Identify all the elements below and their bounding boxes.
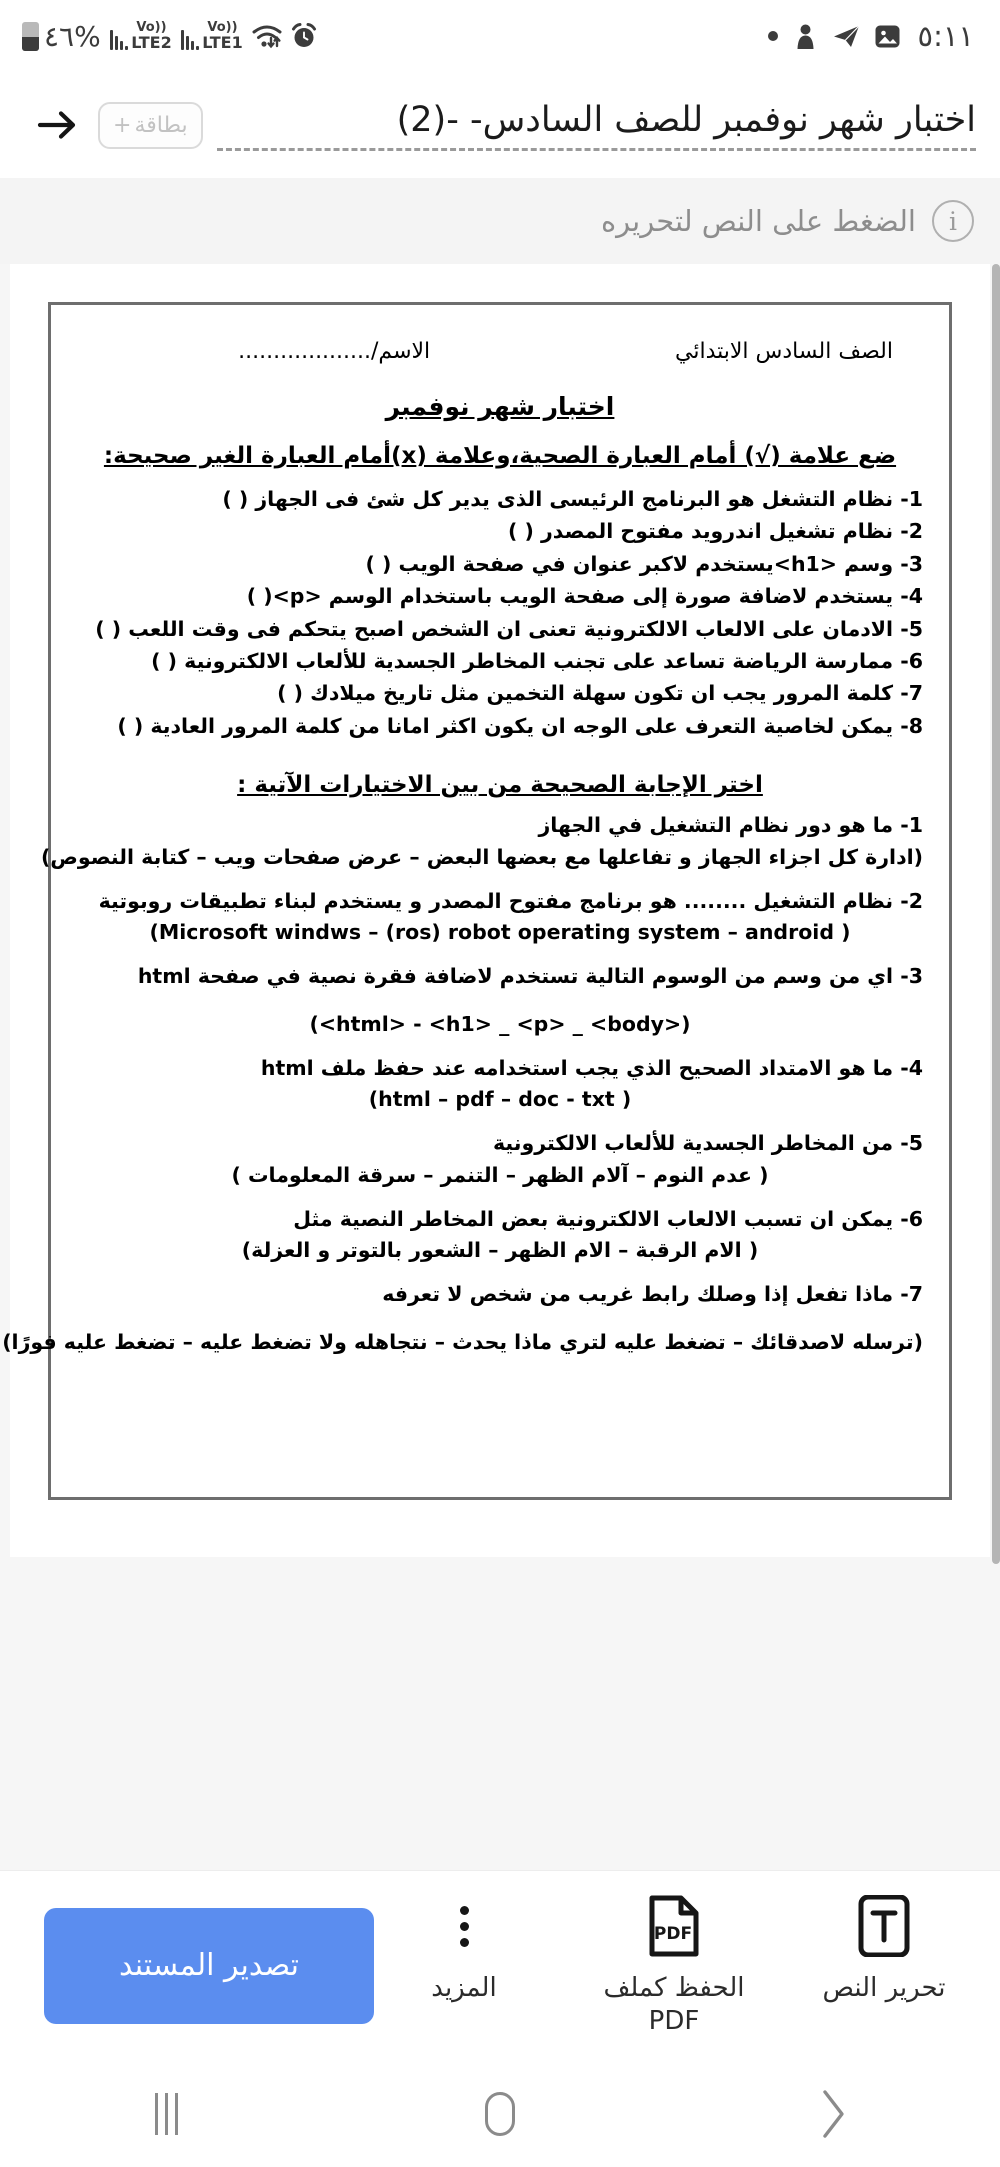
- mcq-item: [40, 810, 923, 874]
- edit-hint-bar: [0, 178, 1000, 264]
- mcq-item: [2, 1279, 923, 1359]
- mcq-item: [77, 961, 923, 1041]
- plus-icon: +: [113, 112, 132, 138]
- document-title-input[interactable]: اختبار شهر نوفمبر للصف السادس- -(2): [217, 100, 976, 151]
- volte-label: Vo)): [136, 20, 167, 36]
- edit-hint-label: الضغط على النص لتحريره: [600, 204, 916, 238]
- mcq-question: 7- ماذا تفعل إذا وصلك رابط غريب من شخص لا تعرفه: [382, 1282, 923, 1307]
- signal-bars-icon: [110, 28, 129, 50]
- question-item: 7- كلمة المرور يجب ان تكون سهلة التخمين مثل تاريخ ميلادك ( ): [277, 681, 923, 706]
- bottom-toolbar: [0, 1870, 1000, 2060]
- document-page[interactable]: [2, 264, 990, 1557]
- mcq-question: 2- نظام التشغيل ........ هو برنامج مفتوح المصدر و يستخدم لبناء تطبيقات روبوتية: [98, 888, 923, 913]
- volte-label: Vo)): [207, 20, 238, 36]
- mcq-question: 5- من المخاطر الجسدية للألعاب الالكترونية: [492, 1131, 923, 1156]
- back-button[interactable]: [30, 98, 84, 152]
- section2-heading: اختر الإجابة الصحيحة من بين الاختيارات الآتية :: [237, 772, 763, 798]
- more-options-label: المزيد: [431, 1973, 497, 2003]
- telegram-icon: [833, 23, 860, 50]
- save-as-pdf-label: الحفظ كملف PDF: [603, 1973, 745, 2036]
- vertical-scrollbar[interactable]: [992, 264, 1000, 1870]
- gallery-icon: [874, 23, 901, 50]
- more-options-button[interactable]: [388, 1894, 540, 2005]
- volte-icon: [202, 22, 243, 50]
- mcq-item: [77, 886, 923, 950]
- wifi-icon: [252, 23, 282, 49]
- mcq-options: (<html> - <h1> _ <p> _ <body>): [309, 1011, 691, 1036]
- person-icon: [792, 23, 819, 50]
- status-bar: [0, 0, 1000, 72]
- recents-button[interactable]: [107, 2079, 227, 2149]
- question-item: 1- نظام التشغل هو البرنامج الرئيسى الذى يدير كل شئ فى الجهاز ( ): [222, 487, 923, 511]
- mcq-item: [77, 1128, 923, 1192]
- home-button[interactable]: [440, 2079, 560, 2149]
- document-scroll-area[interactable]: [0, 264, 1000, 1870]
- mcq-item: [77, 1204, 923, 1268]
- mcq-item: [77, 1053, 923, 1117]
- document-header-row: [77, 339, 923, 364]
- home-icon: [485, 2092, 515, 2136]
- sim2-label: LTE2: [131, 32, 172, 52]
- android-navigation-bar: [0, 2060, 1000, 2167]
- mcq-options: ( عدم النوم – آلام الظهر – التنمر – سرقة المعلومات ): [231, 1162, 769, 1187]
- export-document-button[interactable]: تصدير المستند: [44, 1908, 374, 2024]
- name-field: الاسم/...................: [238, 339, 431, 364]
- mcq-options: ( الام الرقبة – الام الظهر – الشعور بالتوتر و العزلة): [241, 1238, 759, 1263]
- question-item: 5- الادمان على الالعاب الالكترونية تعنى ان الشخص اصبح يتحكم فى وقت اللعب ( ): [95, 616, 923, 641]
- edit-text-label: تحرير النص: [822, 1973, 946, 2003]
- pdf-file-icon: [647, 1894, 701, 1958]
- volte-icon: [131, 22, 172, 50]
- more-kebab-icon: [460, 1894, 469, 1958]
- save-as-pdf-button[interactable]: [598, 1894, 750, 2037]
- battery-icon: [22, 22, 39, 51]
- section1-heading: ضع علامة (√) أمام العبارة الصحية،وعلامة (x)أمام العبارة الغير صحيحة:: [103, 443, 897, 469]
- edit-text-button[interactable]: [808, 1894, 960, 2005]
- mcq-options: (html – pdf – doc - txt ): [368, 1087, 632, 1112]
- mcq-question: 3- اي من وسم من الوسوم التالية تستخدم لاضافة فقرة نصية في صفحة html: [137, 964, 923, 989]
- sim1-indicator: [181, 22, 243, 50]
- class-field: الصف السادس الابتدائي: [675, 339, 893, 364]
- back-nav-button[interactable]: [773, 2079, 893, 2149]
- document-border-frame: [2, 302, 952, 1500]
- alarm-icon: [291, 23, 317, 49]
- mcq-options: (ادارة كل اجزاء الجهاز و تفاعلها مع بعضها البعض – عرض صفحات ويب – كتابة النصوص): [40, 844, 923, 869]
- arrow-right-icon: [32, 100, 82, 150]
- mcq-question: 1- ما هو دور نظام التشغيل في الجهاز: [538, 813, 923, 837]
- exam-title: اختبار شهر نوفمبر: [385, 392, 615, 421]
- mcq-options: (Microsoft windws – (ros) robot operating system – android ): [149, 920, 851, 945]
- clock-label: ٥:١١: [917, 19, 974, 53]
- status-bar-right: [768, 19, 975, 53]
- question-item: 8- يمكن لخاصية التعرف على الوجه ان يكون اكثر امانا من كلمة المرور العادية ( ): [117, 713, 923, 738]
- scrollbar-thumb[interactable]: [992, 264, 1000, 1564]
- question-item: 4- يستخدم لاضافة صورة إلى صفحة الويب باستخدام الوسم <p>( ): [246, 584, 923, 609]
- status-bar-left: [22, 20, 317, 53]
- mcq-question: 6- يمكن ان تسبب الالعاب الالكترونية بعض المخاطر النصية مثل: [293, 1206, 923, 1231]
- true-false-question-list: [77, 483, 923, 742]
- recents-icon: [155, 2093, 178, 2135]
- mcq-options: (ترسله لاصدقائك – تضغط عليه لتري ماذا يحدث – نتجاهله ولا تضغط عليه – تضغط عليه فورًا): [2, 1329, 923, 1354]
- add-tag-button[interactable]: [98, 102, 203, 149]
- mcq-question: 4- ما هو الامتداد الصحيح الذي يجب استخدامه عند حفظ ملف html: [260, 1055, 923, 1080]
- dot-icon: [768, 31, 778, 41]
- sim1-label: LTE1: [202, 32, 243, 52]
- tool-button-group: [388, 1894, 960, 2037]
- battery-indicator: [22, 20, 101, 53]
- info-icon: i: [932, 200, 974, 242]
- back-chevron-icon: [813, 2087, 853, 2141]
- battery-percent-label: ٤٦%: [44, 19, 101, 53]
- app-bar: [0, 72, 1000, 178]
- add-tag-label: بطاقة: [134, 112, 188, 138]
- sim2-indicator: [110, 22, 172, 50]
- svg-text:PDF: PDF: [653, 1924, 693, 1944]
- signal-bars-icon: [181, 28, 200, 50]
- question-item: 3- وسم <h1>يستخدم لاكبر عنوان في صفحة الويب ( ): [365, 551, 923, 576]
- question-item: 6- ممارسة الرياضة تساعد على تجنب المخاطر الجسدية للألعاب الالكترونية ( ): [151, 648, 923, 673]
- question-item: 2- نظام تشغيل اندرويد مفتوح المصدر ( ): [507, 519, 923, 544]
- text-edit-icon: [858, 1894, 910, 1958]
